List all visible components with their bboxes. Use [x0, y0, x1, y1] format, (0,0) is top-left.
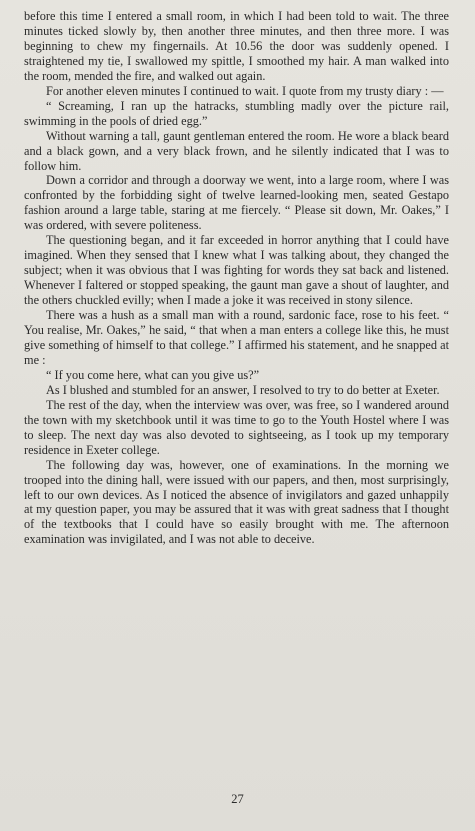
paragraph-11: The following day was, however, one of examinations. In the morning we trooped into the dining hall, were issued with our papers, and then, most surprisingly, left to our own devices. As I noticed the absence of invigilators and gazed unhappily at my question paper, you may be assured that it was with great sadness that I thought of the textbooks that I could have so easily brought with me. The afternoon examination was invigilated, and I was not able to deceive. — [24, 457, 449, 547]
paragraph-10: The rest of the day, when the interview was over, was free, so I wandered around the town with my sketchbook until it was time to go to the Youth Hostel where I was to sleep. The next day was also devoted to sightseeing, as I took up my temporary residence in Exeter college. — [24, 397, 449, 457]
paragraph-3-diary-quote: “ Screaming, I ran up the hatracks, stumbling madly over the picture rail, swimming in the pools of dried egg.” — [24, 98, 449, 128]
paragraph-1: before this time I entered a small room, in which I had been told to wait. The three minutes ticked slowly by, then another three minutes, and then three more. I was beginning to chew my fingernails. At 10.56 the door was suddenly opened. I straightened my tie, I swallowed my spittle, I smoothed my hair. A man walked into the room, mended the fire, and walked out again. — [24, 9, 449, 83]
paragraph-7: There was a hush as a small man with a round, sardonic face, rose to his feet. “ You realise, Mr. Oakes,” he said, “ that when a man enters a college like this, he must give something of himself to that college.” I affirmed his statement, and he snapped at me : — [24, 308, 449, 367]
body-text — [24, 9, 449, 547]
paragraph-9: As I blushed and stumbled for an answer, I resolved to try to do better at Exeter. — [46, 382, 440, 397]
paragraph-8-quote: “ If you come here, what can you give us?” — [46, 367, 260, 382]
paragraph-2: For another eleven minutes I continued to wait. I quote from my trusty diary : — — [46, 83, 444, 98]
page-number: 27 — [231, 792, 244, 806]
paragraph-5: Down a corridor and through a doorway we went, into a large room, where I was confronted by the forbidding sight of twelve learned-looking men, seated Gestapo fashion around a large table, staring at me fiercely. “ Please sit down, Mr. Oakes,” I was ordered, with severe politeness. — [24, 173, 449, 233]
paragraph-4: Without warning a tall, gaunt gentleman entered the room. He wore a black beard and a black gown, and a very black frown, and he silently indicated that I was to follow him. — [24, 128, 449, 173]
paragraph-6: The questioning began, and it far exceeded in horror anything that I could have imagined. When they sensed that I knew what I was talking about, they changed the subject; when it was obvious that I was fighting for words they sat back and listened. Whenever I faltered or stopped speaking, the gaunt man gave a shout of laughter, and the others chuckled evilly; when I made a joke it was received in stony silence. — [24, 233, 449, 308]
